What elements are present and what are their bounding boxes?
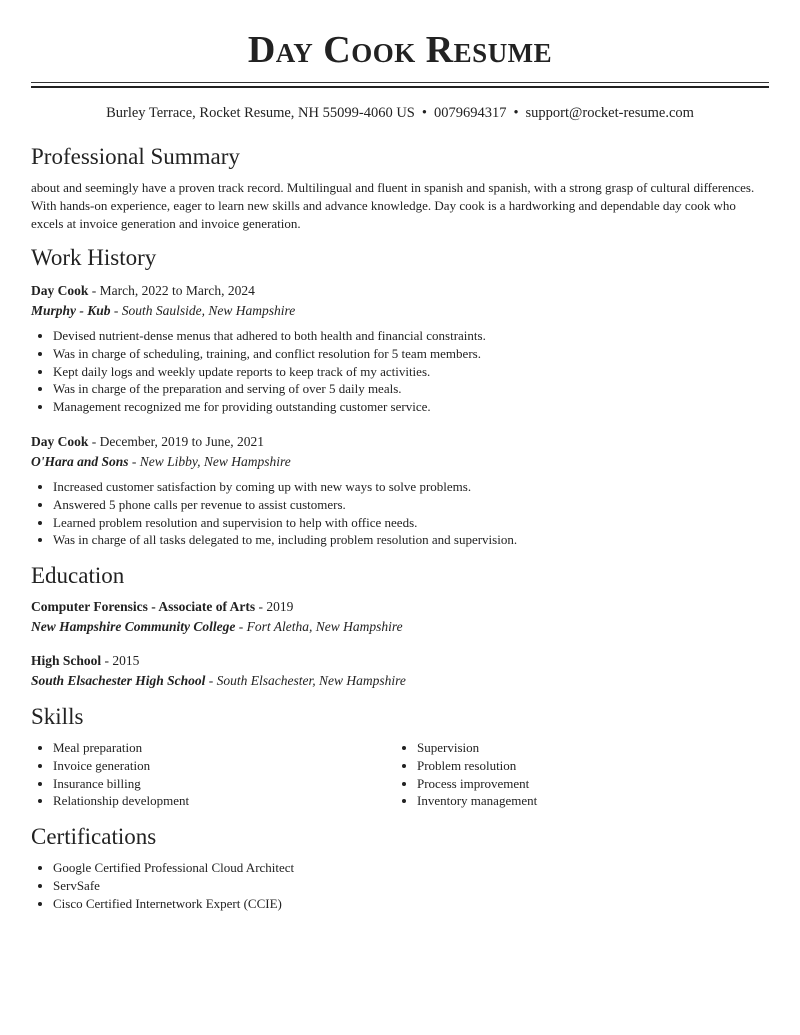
contact-separator: •: [421, 105, 427, 121]
list-item: • Insurance billing: [53, 775, 189, 793]
certifications-heading: Certifications: [31, 824, 157, 849]
job-2-bullets: [31, 478, 517, 549]
list-item: • Invoice generation: [53, 757, 189, 775]
list-item: • Relationship development: [53, 792, 189, 810]
list-item: • Increased customer satisfaction by coming up with new ways to solve problems.: [53, 478, 517, 496]
skills-list-right: [395, 739, 537, 810]
list-item: • Google Certified Professional Cloud Architect: [53, 859, 294, 877]
job-2-header: [31, 433, 264, 451]
education-2-header: [31, 652, 139, 670]
education-1-header: [31, 598, 293, 616]
contact-line: [31, 104, 769, 122]
job-1-dates: - March, 2022 to March, 2024: [88, 283, 255, 298]
job-2-title: Day Cook: [31, 434, 89, 449]
education-2-degree: High School: [31, 653, 102, 668]
skills-list-left: [31, 739, 189, 810]
education-2-year: - 2015: [101, 653, 140, 668]
title-divider-thin: [31, 82, 769, 83]
job-2-location: - New Libby, New Hampshire: [128, 454, 291, 469]
list-item: • Devised nutrient-dense menus that adhered to both health and financial constraints.: [53, 327, 486, 345]
education-1-school-line: [31, 618, 403, 636]
list-item: • Kept daily logs and weekly update reports to keep track of my activities.: [53, 363, 486, 381]
list-item: • Management recognized me for providing outstanding customer service.: [53, 398, 486, 416]
list-item: • Supervision: [417, 739, 537, 757]
contact-address: Burley Terrace, Rocket Resume, NH 55099-4060 US: [106, 105, 415, 121]
job-2-dates: - December, 2019 to June, 2021: [88, 434, 265, 449]
resume-page: [31, 0, 769, 911]
job-2-employer: [31, 453, 291, 471]
list-item: • Meal preparation: [53, 739, 189, 757]
contact-email: support@rocket-resume.com: [525, 105, 694, 121]
list-item: • Was in charge of the preparation and serving of over 5 daily meals.: [53, 380, 486, 398]
job-1-company: Murphy - Kub: [31, 303, 111, 318]
list-item: • Process improvement: [417, 775, 537, 793]
education-2-school-line: [31, 672, 406, 690]
job-1-title: Day Cook: [31, 283, 89, 298]
job-1-bullets: [31, 327, 486, 416]
certifications-list: [31, 859, 294, 912]
summary-heading: Professional Summary: [31, 144, 240, 169]
education-1-year: - 2019: [255, 599, 294, 614]
resume-title: Day Cook Resume: [247, 29, 553, 71]
education-heading: Education: [31, 563, 125, 588]
job-2-company: O'Hara and Sons: [31, 454, 129, 469]
list-item: • Inventory management: [417, 792, 537, 810]
education-2-school: South Elsachester High School: [31, 673, 206, 688]
list-item: • Was in charge of all tasks delegated to me, including problem resolution and supervision.: [53, 531, 517, 549]
list-item: • Answered 5 phone calls per revenue to assist customers.: [53, 496, 517, 514]
list-item: • Problem resolution: [417, 757, 537, 775]
work-history-heading: Work History: [31, 245, 157, 270]
job-1-employer: [31, 302, 295, 320]
education-1-school: New Hampshire Community College: [31, 619, 236, 634]
title-divider-thick: [31, 86, 769, 88]
education-1-location: - Fort Aletha, New Hampshire: [235, 619, 403, 634]
contact-separator: •: [513, 105, 519, 121]
education-2-location: - South Elsachester, New Hampshire: [205, 673, 406, 688]
list-item: • Was in charge of scheduling, training, and conflict resolution for 5 team members.: [53, 345, 486, 363]
job-1-location: - South Saulside, New Hampshire: [110, 303, 296, 318]
list-item: • ServSafe: [53, 877, 294, 895]
list-item: • Cisco Certified Internetwork Expert (CCIE): [53, 895, 294, 913]
job-1-header: [31, 282, 255, 300]
contact-phone: 0079694317: [433, 105, 507, 121]
skills-heading: Skills: [31, 704, 84, 729]
list-item: • Learned problem resolution and supervision to help with office needs.: [53, 514, 517, 532]
summary-text: about and seemingly have a proven track record. Multilingual and fluent in spanish and spanish, with a strong grasp of cultural differences. With hands-on experience, eager to learn new skills and advance knowledge. Day cook is a hardworking and dependable day cook who excels at invoice generation and invoice generation.: [31, 180, 755, 231]
education-1-degree: Computer Forensics - Associate of Arts: [31, 599, 256, 614]
